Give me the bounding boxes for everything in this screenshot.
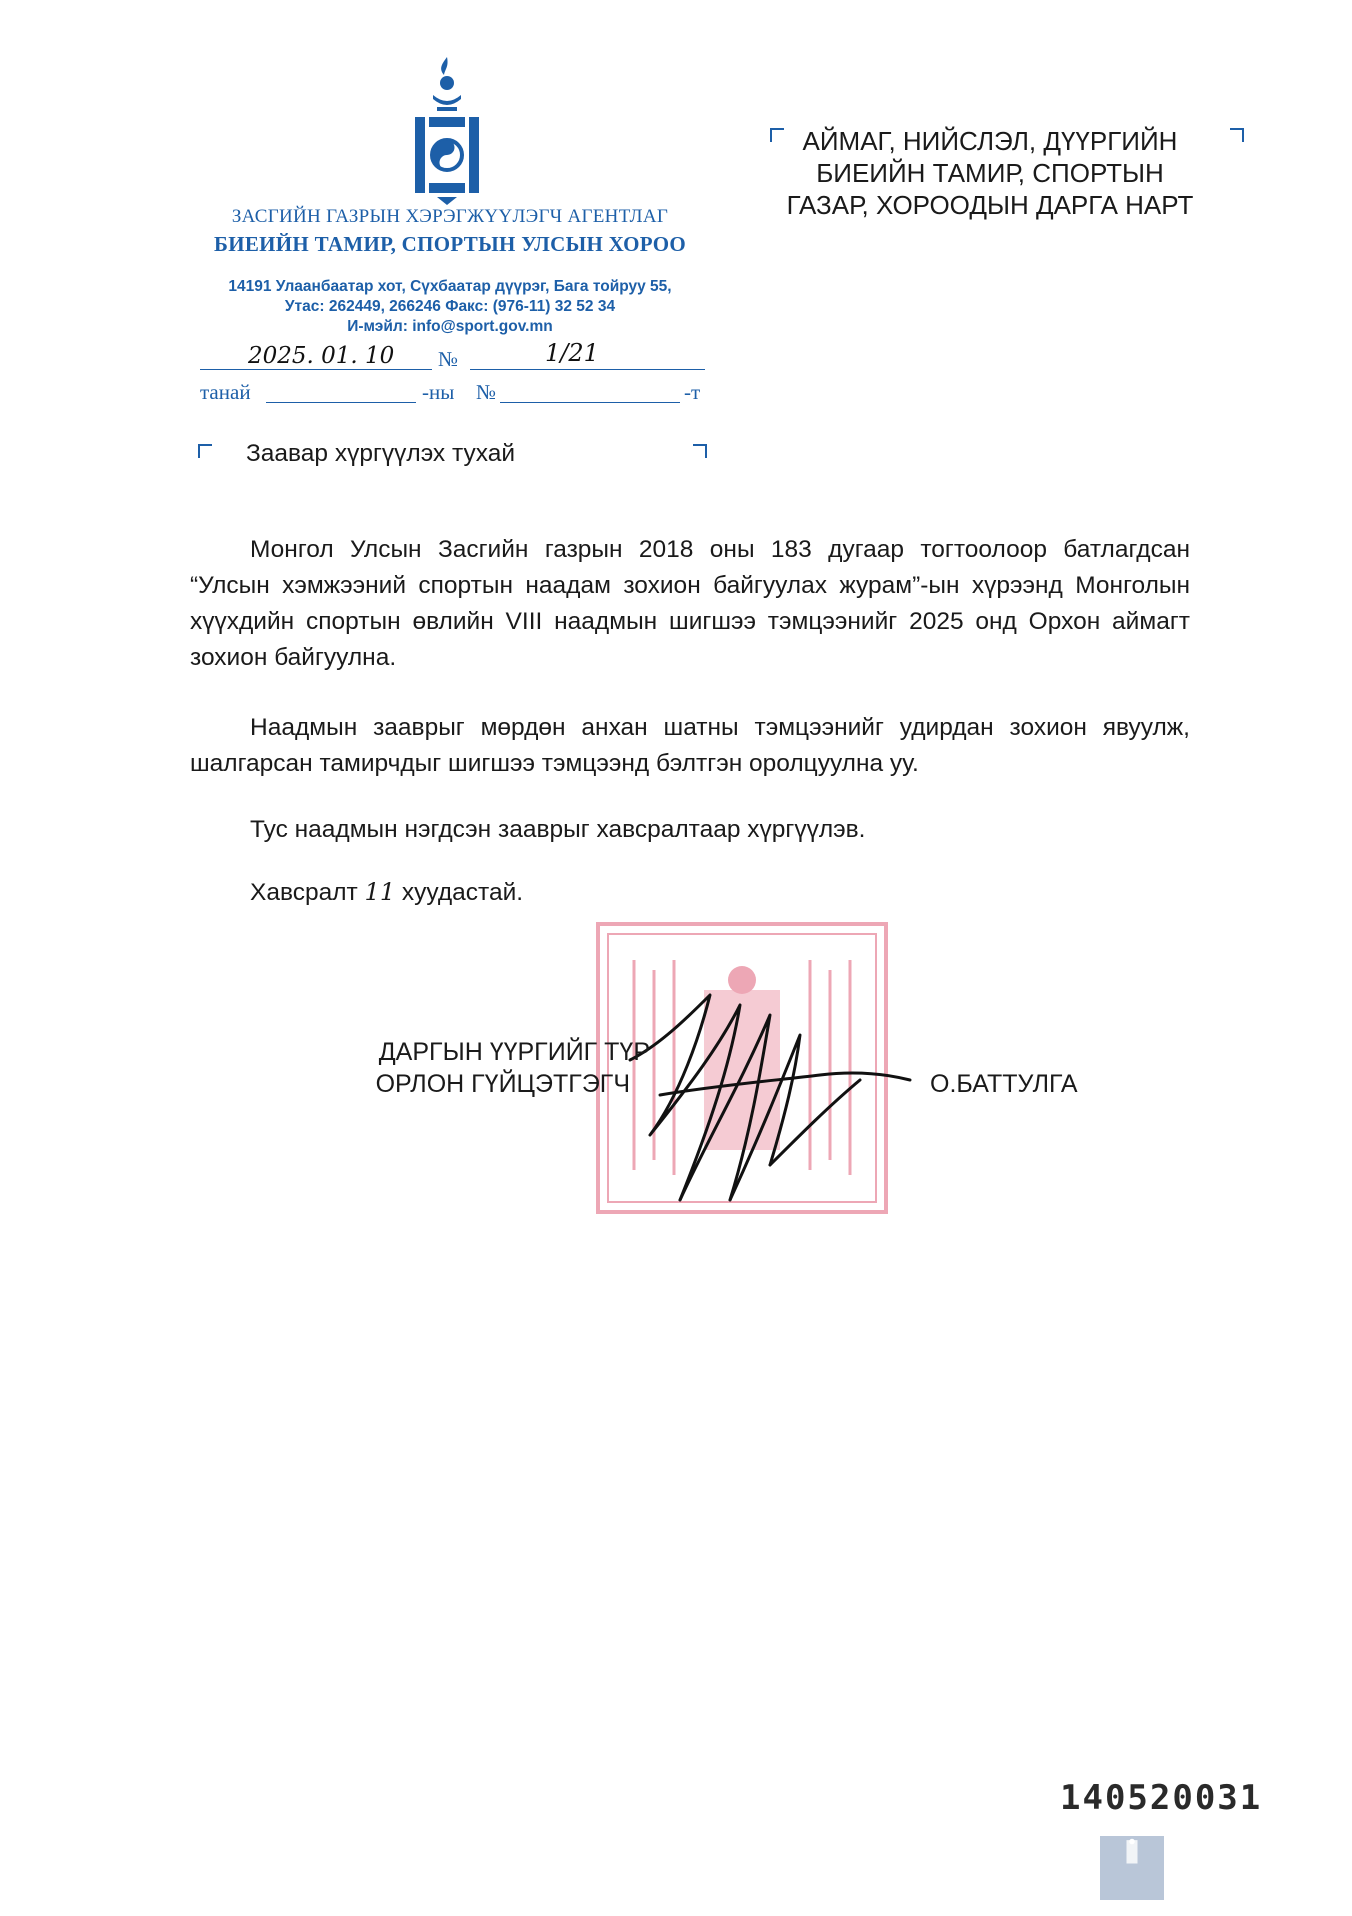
- outgoing-date: 2025. 01. 10: [248, 343, 395, 369]
- number-sign: №: [438, 347, 459, 371]
- body-paragraph-2: Наадмын зааврыг мөрдөн анхан шатны тэмцээнийг удирдан зохион явуулж, шалгарсан тамирчдыг шигшээ тэмцээнд бэлтгэн оролцуулна уу.: [190, 714, 1190, 777]
- outgoing-number: 1/21: [545, 339, 599, 367]
- government-logo-icon: [1100, 1836, 1164, 1900]
- reference-date-underline: [266, 402, 416, 403]
- attachment-suffix: хуудастай.: [401, 879, 524, 906]
- letter-subject: Заавар хүргүүлэх тухай: [246, 440, 516, 467]
- subject-bracket-right: [693, 444, 707, 458]
- address-line: 14191 Улаанбаатар хот, Сүхбаатар дүүрэг, Бага тойруу 55,: [228, 278, 672, 295]
- addressee-line3: ГАЗАР, ХОРООДЫН ДАРГА НАРТ: [786, 190, 1194, 220]
- addressee-block: [770, 125, 1210, 221]
- reference-row: [200, 380, 720, 410]
- reference-prefix: танай: [200, 380, 251, 404]
- reference-suffix-t: -т: [684, 380, 701, 404]
- body-paragraph-1: Монгол Улсын Засгийн газрын 2018 оны 183 дугаар тогтоолоор батлагдсан “Улсын хэмжээний спортын наадам зохион байгуулах журам”-ын хүрээнд Монголын хүүхдийн спортын өвлийн VIII наадмын шигшээ тэмцээнийг 2025 онд Орхон аймагт зохион байгуулна.: [190, 536, 1190, 671]
- reference-number-underline: [500, 402, 680, 403]
- handwritten-signature: [620, 985, 920, 1215]
- reference-suffix-ny: -ны: [422, 380, 455, 404]
- attachment-count: 11: [364, 878, 396, 906]
- addressee-line1: АЙМАГ, НИЙСЛЭЛ, ДҮҮРГИЙН: [802, 126, 1178, 156]
- body-paragraph-3: Тус наадмын нэгдсэн зааврыг хавсралтаар хүргүүлэв.: [250, 816, 866, 843]
- phone-fax-line: Утас: 262449, 266246 Факс: (976-11) 32 52 34: [284, 298, 616, 315]
- addressee-line2: БИЕИЙН ТАМИР, СПОРТЫН: [816, 158, 1164, 188]
- registration-number: 140520031: [1060, 1778, 1263, 1818]
- attachment-note: [190, 874, 1190, 911]
- subject-bracket-left: [198, 444, 212, 458]
- attachment-prefix: Хавсралт: [250, 879, 358, 906]
- email-line: И-мэйл: info@sport.gov.mn: [347, 318, 553, 335]
- signatory-title-line1: ДАРГЫН ҮҮРГИЙГ ТҮР: [378, 1038, 650, 1066]
- outgoing-date-number-row: [200, 339, 710, 375]
- signatory-title-line2: ОРЛОН ГҮЙЦЭТГЭГЧ: [375, 1070, 630, 1098]
- date-underline: [200, 369, 432, 370]
- soyombo-emblem-icon: [415, 55, 479, 205]
- agency-name-line1: ЗАСГИЙН ГАЗРЫН ХЭРЭГЖҮҮЛЭГЧ АГЕНТЛАГ: [231, 206, 669, 227]
- signatory-name: О.БАТТУЛГА: [930, 1070, 1078, 1098]
- reference-number-sign: №: [476, 380, 497, 404]
- agency-name-line2: БИЕИЙН ТАМИР, СПОРТЫН УЛСЫН ХОРОО: [214, 232, 686, 256]
- number-underline: [470, 369, 705, 370]
- addressee-bracket-right: [1230, 128, 1244, 142]
